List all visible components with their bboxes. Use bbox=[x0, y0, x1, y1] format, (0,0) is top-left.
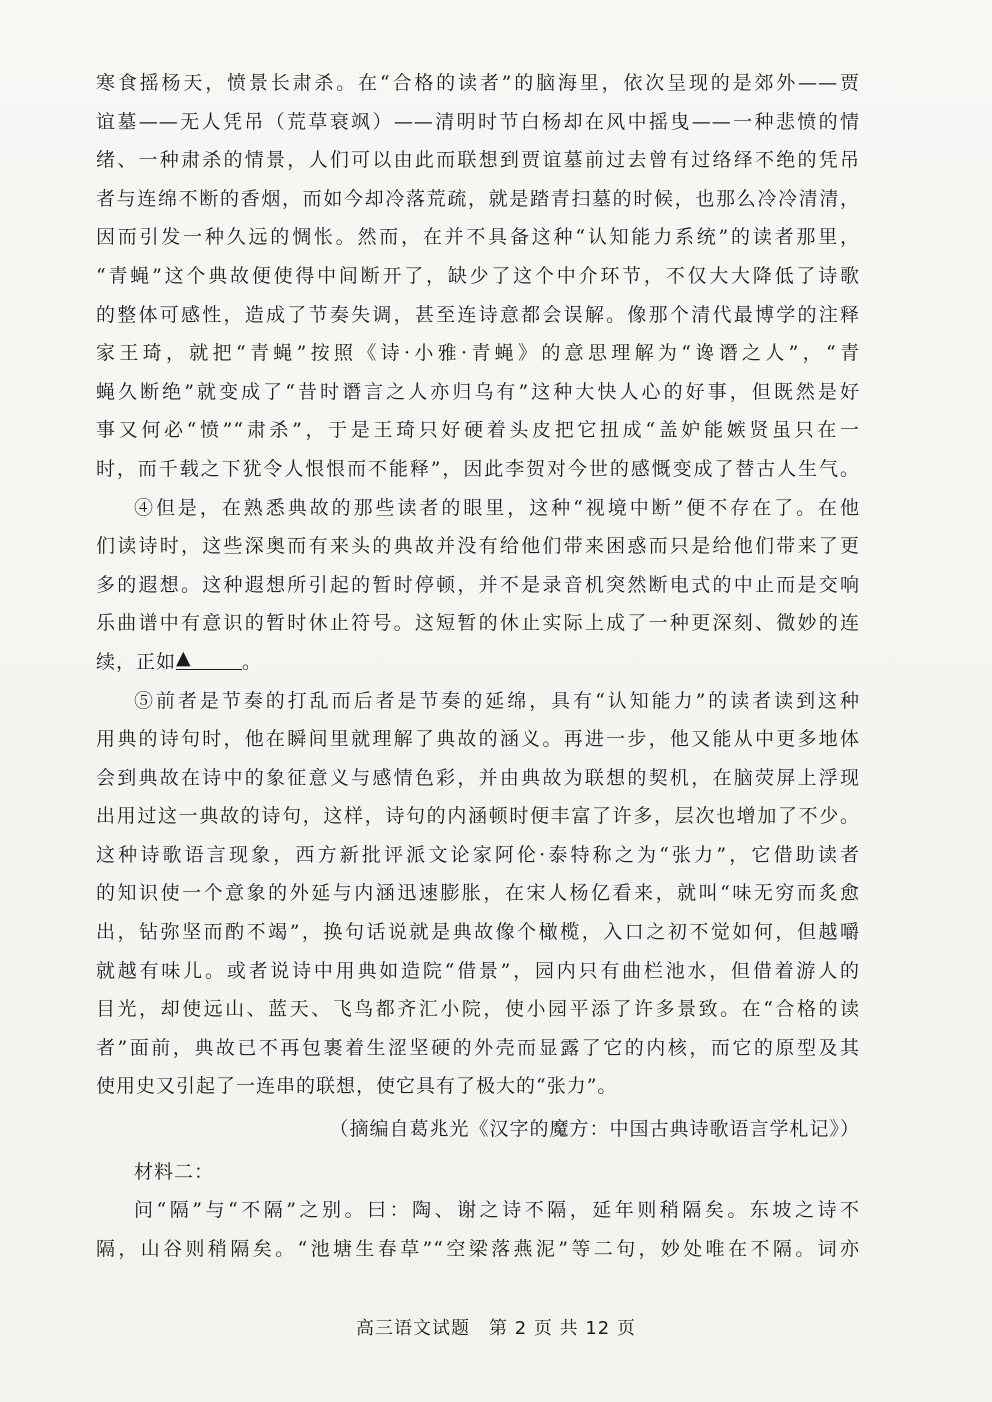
paragraph-4 bbox=[96, 489, 860, 682]
text-line: 的知识使一个意象的外延与内涵迅速膨胀，在宋人杨亿看来，就叫“味无穷而炙愈 bbox=[96, 882, 860, 905]
text-line: “青蝇”这个典故便使得中间断开了，缺少了这个中介环节，不仅大大降低了诗歌 bbox=[96, 264, 860, 287]
text-line: 用典的诗句时，他在瞬间里就理解了典故的涵义。再进一步，他又能从中更多地体 bbox=[96, 728, 860, 751]
text-line: 们读诗时，这些深奥而有来头的典故并没有给他们带来困惑而只是给他们带来了更 bbox=[96, 535, 860, 558]
blank-prefix: 续，正如 bbox=[96, 650, 177, 673]
page-footer: 高三语文试题 第 2 页 共 12 页 bbox=[356, 1318, 636, 1339]
text-line: 使用史又引起了一连串的联想，使它具有了极大的“张力”。 bbox=[96, 1075, 618, 1098]
text-line: 出用过这一典故的诗句，这样，诗句的内涵顿时便丰富了许多，层次也增加了不少。 bbox=[96, 805, 860, 828]
text-line: 隔，山谷则稍隔矣。“池塘生春草”“空梁落燕泥”等二句，妙处唯在不隔。词亦 bbox=[96, 1237, 860, 1260]
text-line: 的整体可感性，造成了节奏失调，甚至连诗意都会误解。像那个清代最博学的注释 bbox=[96, 303, 860, 326]
text-line: 多的遐想。这种遐想所引起的暂时停顿，并不是录音机突然断电式的中止而是交响 bbox=[96, 573, 860, 596]
text-line: ⑤前者是节奏的打乱而后者是节奏的延绵，具有“认知能力”的读者读到这种 bbox=[134, 689, 860, 712]
page-content bbox=[96, 64, 860, 1268]
paragraph-3-continued bbox=[96, 64, 860, 489]
text-line: 问“隔”与“不隔”之别。曰：陶、谢之诗不隔，延年则稍隔矣。东坡之诗不 bbox=[134, 1199, 860, 1222]
answer-blank bbox=[176, 647, 242, 670]
blank-suffix: 。 bbox=[242, 650, 263, 673]
text-line: 出，钻弥坚而酌不竭”，换句话说就是典故像个橄榄，入口之初不觉如何，但越嚼 bbox=[96, 921, 860, 944]
text-line: 事又何必“愤”“肃杀”，于是王琦只好硬着头皮把它扭成“盖妒能嫉贤虽只在一 bbox=[96, 419, 860, 442]
source-citation: （摘编自葛兆光《汉字的魔方：中国古典诗歌语言学札记》） bbox=[329, 1118, 860, 1141]
text-line: 因而引发一种久远的惆怅。然而，在并不具备这种“认知能力系统”的读者那里， bbox=[96, 226, 860, 249]
material-two-label: 材料二： bbox=[134, 1160, 215, 1183]
text-line: 者与连绵不断的香烟，而如今却冷落荒疏，就是踏青扫墓的时候，也那么冷冷清清， bbox=[96, 187, 860, 210]
text-line: 就越有味儿。或者说诗中用典如造院“借景”，园内只有曲栏池水，但借着游人的 bbox=[96, 959, 860, 982]
text-line: 者”面前，典故已不再包裹着生涩坚硬的外壳而显露了它的内核，而它的原型及其 bbox=[96, 1036, 860, 1059]
text-line: ④但是，在熟悉典故的那些读者的眼里，这种“视境中断”便不存在了。在他 bbox=[134, 496, 860, 519]
text-line: 绪、一种肃杀的情景，人们可以由此而联想到贾谊墓前过去曾有过络绎不绝的凭吊 bbox=[96, 149, 860, 172]
material-two-text bbox=[96, 1191, 860, 1268]
text-line: 乐曲谱中有意识的暂时休止符号。这短暂的休止实际上成了一种更深刻、微妙的连 bbox=[96, 612, 860, 635]
triangle-mark: ▲ bbox=[176, 646, 192, 669]
text-line: 谊墓——无人凭吊（荒草衰飒）——清明时节白杨却在风中摇曳——一种悲愤的情 bbox=[96, 110, 860, 133]
text-line-with-blank bbox=[96, 643, 860, 682]
text-line: 这种诗歌语言现象，西方新批评派文论家阿伦·泰特称之为“张力”，它借助读者 bbox=[96, 843, 860, 866]
text-line: 目光，却使远山、蓝天、飞鸟都齐汇小院，使小园平添了许多景致。在“合格的读 bbox=[96, 998, 860, 1021]
text-line: 蝇久断绝”就变成了“昔时谮言之人亦归乌有”这种大快人心的好事，但既然是好 bbox=[96, 380, 860, 403]
text-line: 时，而千载之下犹令人恨恨而不能释”，因此李贺对今世的感慨变成了替古人生气。 bbox=[96, 457, 860, 480]
text-line: 会到典故在诗中的象征意义与感情色彩，并由典故为联想的契机，在脑荧屏上浮现 bbox=[96, 766, 860, 789]
text-line: 家王琦，就把“青蝇”按照《诗·小雅·青蝇》的意思理解为“谗谮之人”，“青 bbox=[96, 342, 860, 365]
text-line: 寒食摇杨天，愤景长肃杀。在“合格的读者”的脑海里，依次呈现的是郊外——贾 bbox=[96, 72, 860, 94]
paragraph-5 bbox=[96, 682, 860, 1107]
